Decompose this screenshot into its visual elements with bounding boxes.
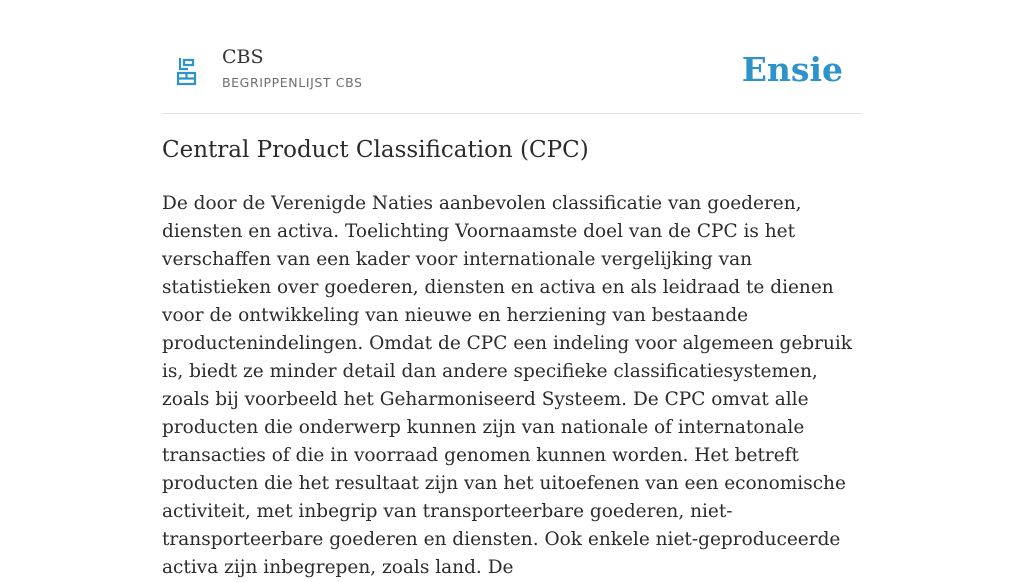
page-header [162, 40, 862, 114]
source-name[interactable]: CBS [222, 46, 264, 68]
entry-title: Central Product Classification (CPC) [162, 137, 589, 163]
ensie-logo[interactable]: Ensie [741, 50, 843, 89]
cbs-logo-icon [176, 56, 198, 86]
entry-definition: De door de Verenigde Naties aanbevolen classificatie van goederen, diensten en activa. Toelichting Voornaamste doel van de CPC is het verschaffen van een kader voor internationale vergelijking van statistieken over goederen, diensten en activa en als leidraad te dienen voor de ontwikkeling van nieuwe en herziening van bestaande productenindelingen. Omdat de CPC een indeling voor algemeen gebruik is, biedt ze minder detail dan andere specifieke classificatiesystemen, zoals bij voorbeeld het Geharmoniseerd Systeem. De CPC omvat alle producten die onderwerp kunnen zijn van nationale of internatonale transacties of die in voorraad genomen kunnen worden. Het betreft producten die het resultaat zijn van het uitoefenen van een economische activiteit, met inbegrip van transporteerbare goederen, niet-transporteerbare goederen en diensten. Ook enkele niet-geproduceerde activa zijn inbegrepen, zoals land. De [162, 193, 853, 578]
source-subtitle[interactable]: BEGRIPPENLIJST CBS [222, 75, 363, 90]
